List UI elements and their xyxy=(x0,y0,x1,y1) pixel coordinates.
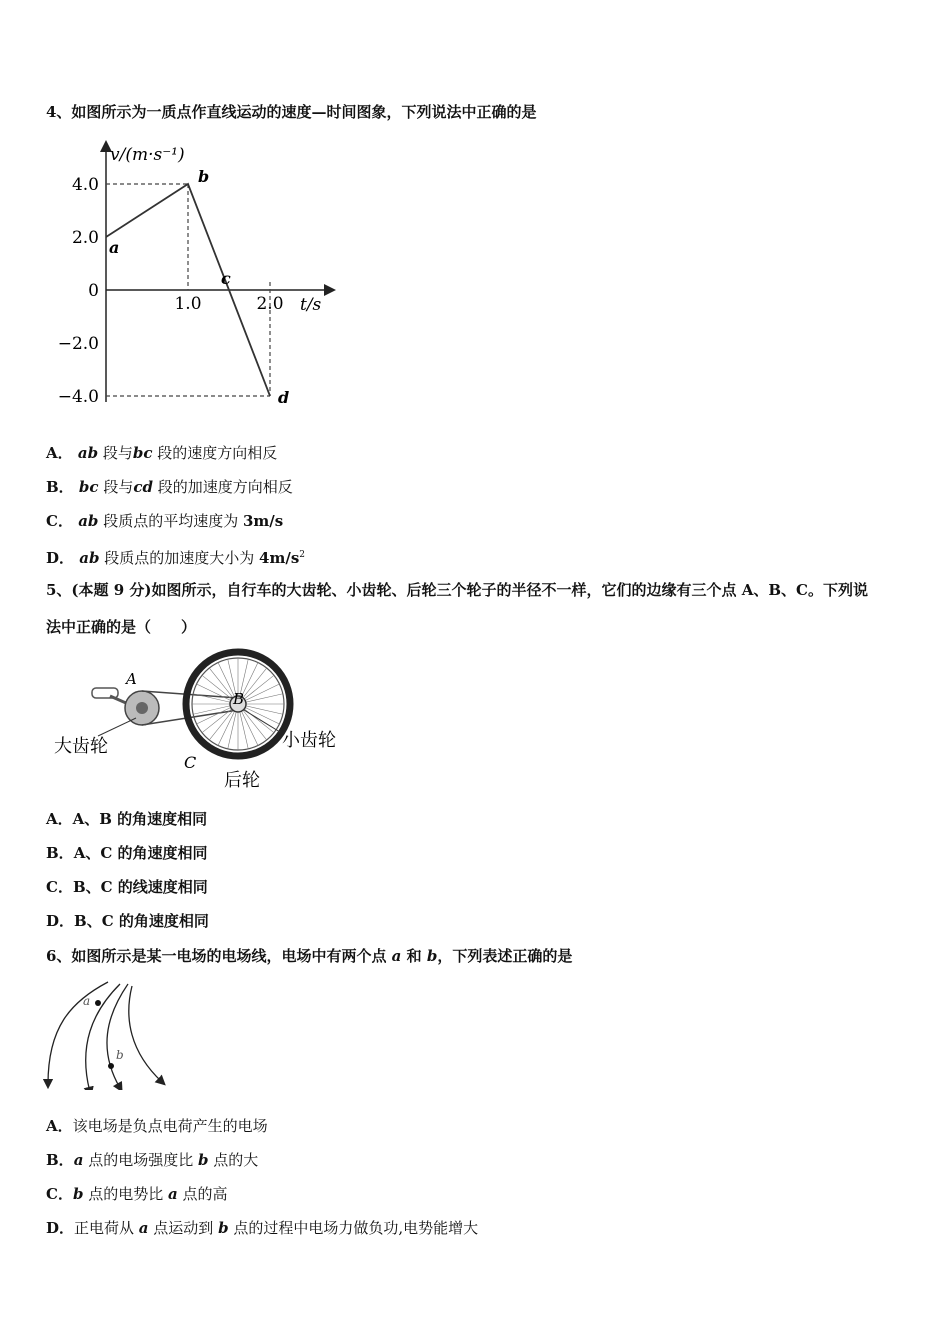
pointer-big-gear xyxy=(98,718,136,736)
q5-stem-line2: 法中正确的是（ ） xyxy=(46,618,197,636)
label-big-gear: 大齿轮 xyxy=(54,736,108,757)
label-point-c: C xyxy=(184,753,197,772)
label-point-b: B xyxy=(233,690,245,708)
q6-option-b[interactable]: B．a 点的电场强度比 b 点的大 xyxy=(46,1151,259,1169)
point-a xyxy=(95,1000,101,1006)
q4-stem: 4、如图所示为一质点作直线运动的速度—时间图象，下列说法中正确的是 xyxy=(46,103,537,121)
y-tick-label: 2.0 xyxy=(71,228,99,248)
velocity-time-chart xyxy=(50,140,340,415)
label-rear-wheel: 后轮 xyxy=(224,770,260,791)
q6-stem: 6、如图所示是某一电场的电场线，电场中有两个点 a 和 b，下列表述正确的是 xyxy=(46,947,573,965)
bicycle-gears-figure xyxy=(50,648,345,793)
point-label-a: a xyxy=(109,238,120,257)
y-tick-label: 0 xyxy=(88,281,99,301)
big-gear-hub xyxy=(136,702,148,714)
y-axis-label: v/(m·s⁻¹) xyxy=(110,145,185,165)
q5-option-d[interactable]: D．B、C 的角速度相同 xyxy=(46,912,209,930)
y-tick-label: −2.0 xyxy=(57,334,99,354)
electric-field-lines-figure xyxy=(40,978,180,1090)
label-point-a: A xyxy=(126,670,137,688)
y-tick-label: −4.0 xyxy=(57,387,99,407)
q4-option-b[interactable]: B． bc 段与cd 段的加速度方向相反 xyxy=(46,478,293,496)
field-line-4 xyxy=(129,986,162,1082)
x-tick-label: 2.0 xyxy=(256,294,284,314)
q5-option-b[interactable]: B．A、C 的角速度相同 xyxy=(46,844,208,862)
q5-option-c[interactable]: C．B、C 的线速度相同 xyxy=(46,878,208,896)
y-tick-label: 4.0 xyxy=(71,175,99,195)
field-line-1 xyxy=(48,982,108,1084)
x-tick-label: 1.0 xyxy=(174,294,202,314)
field-line-2 xyxy=(86,984,120,1090)
field-line-3 xyxy=(107,984,128,1088)
label-small-gear: 小齿轮 xyxy=(282,730,336,751)
q4-option-d[interactable]: D． ab 段质点的加速度大小为 $4m/s^2$ xyxy=(46,549,306,567)
q4-option-c[interactable]: C． ab 段质点的平均速度为 3m/s xyxy=(46,512,284,530)
point-label-d: d xyxy=(278,388,290,407)
q5-option-a[interactable]: A．A、B 的角速度相同 xyxy=(46,810,208,828)
q4-option-a[interactable]: A． ab 段与bc 段的速度方向相反 xyxy=(46,444,278,462)
q6-option-a[interactable]: A．该电场是负点电荷产生的电场 xyxy=(46,1117,268,1135)
q6-option-c[interactable]: C．b 点的电势比 a 点的高 xyxy=(46,1185,228,1203)
point-label-c: c xyxy=(221,269,231,288)
q5-stem-line1: 5、(本题 9 分)如图所示，自行车的大齿轮、小齿轮、后轮三个轮子的半径不一样，它们的边缘有三个点 A、B、C。下列说 xyxy=(46,581,868,599)
q6-option-d[interactable]: D．正电荷从 a 点运动到 b 点的过程中电场力做负功,电势能增大 xyxy=(46,1219,479,1237)
label-b: b xyxy=(116,1048,124,1062)
point-label-b: b xyxy=(198,167,210,186)
label-a: a xyxy=(83,994,91,1008)
point-b xyxy=(108,1063,114,1069)
x-axis-label: t/s xyxy=(300,295,322,315)
pointer-small-gear xyxy=(244,710,280,732)
